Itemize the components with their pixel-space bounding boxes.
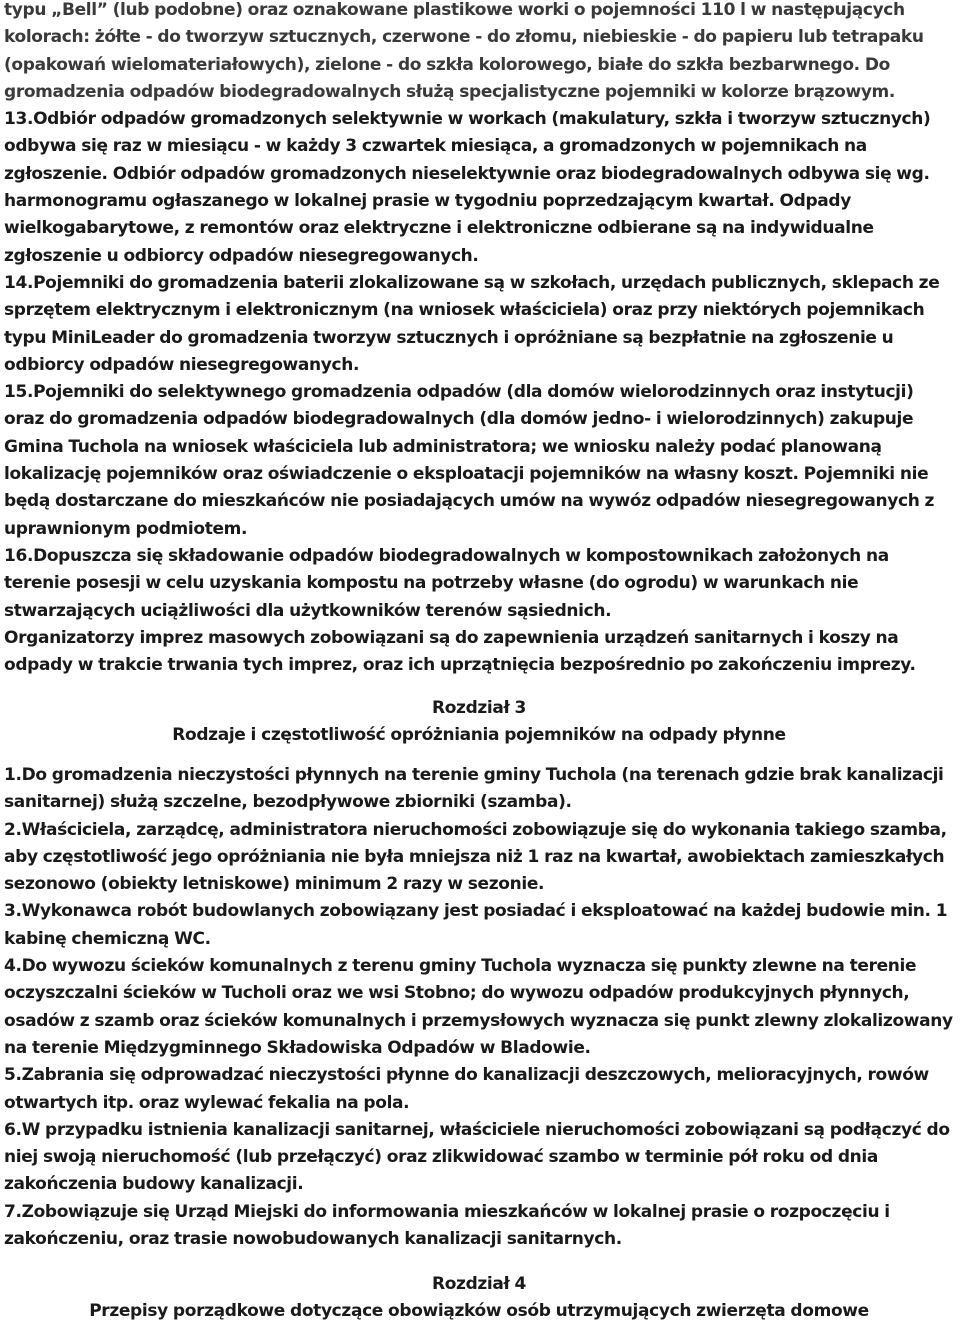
chapter-3-paragraph-5: 5.Zabrania się odprowadzać nieczystości płynne do kanalizacji deszczowych, melioracyjnych, rowów otwartych itp. oraz wylewać fekalia na pola. [4,1065,929,1113]
chapter-3-paragraph-4: 4.Do wywozu ścieków komunalnych z terenu gminy Tuchola wyznacza się punkty zlewne na terenie oczyszczalni ścieków w Tucholi oraz we wsi Stobno; do wywozu odpadów produkcyjnych płynnych, osadów z szamb oraz ścieków komunalnych i przemysłowych wyznacza się punkt zlewny zlokalizowany na terenie Międzygminnego Składowiska Odpadów w Bladowie. [4,956,953,1058]
section-top [4,0,954,679]
chapter-3-title: Rodzaje i częstotliwość opróżniania pojemników na odpady płynne [172,725,786,745]
paragraph-12-continuation: typu „Bell” (lub podobne) oraz oznakowane plastikowe worki o pojemności 110 l w następujących kolorach: żółte - do tworzyw sztucznych, czerwone - do złomu, niebieskie - do papieru lub tetrapaku (opakowań wielomateriałowych), zielone - do szkła kolorowego, białe do szkła bezbarwnego. Do gromadzenia odpadów biodegradowalnych służą specjalistyczne pojemniki w kolorze brązowym. [4,0,924,102]
section-chapter-3 [4,762,954,1253]
chapter-4-number: Rozdział 4 [431,1274,527,1294]
chapter-3-paragraph-1: 1.Do gromadzenia nieczystości płynnych na terenie gminy Tuchola (na terenach gdzie brak kanalizacji sanitarnej) służą szczelne, bezodpływowe zbiorniki (szamba). [4,765,944,813]
paragraph-13: 13.Odbiór odpadów gromadzonych selektywnie w workach (makulatury, szkła i tworzyw sztucznych) odbywa się raz w miesiącu - w każdy 3 czwartek miesiąca, a gromadzonych w pojemnikach na zgłoszenie. Odbiór odpadów gromadzonych nieselektywnie oraz biodegradowalnych odbywa się wg. harmonogramu ogłaszanego w lokalnej prasie w tygodniu poprzedzającym kwartał. Odpady wielkogabarytowe, z remontów oraz elektryczne i elektroniczne odbierane są na indywidualne zgłoszenie u odbiorcy odpadów niesegregowanych. [4,109,931,266]
chapter-3-paragraph-7: 7.Zobowiązuje się Urząd Miejski do informowania mieszkańców w lokalnej prasie o rozpoczęciu i zakończeniu, oraz trasie nowobudowanych kanalizacji sanitarnych. [4,1201,890,1250]
paragraph-14: 14.Pojemniki do gromadzenia baterii zlokalizowane są w szkołach, urzędach publicznych, sklepach ze sprzętem elektrycznym i elektronicznym (na wniosek właściciela) oraz przy niektórych pojemnikach typu MiniLeader do gromadzenia tworzyw sztucznych i opróżniane są bezpłatnie na zgłoszenie u odbiorcy odpadów niesegregowanych. [4,272,940,375]
chapter-4-title: Przepisy porządkowe dotyczące obowiązków osób utrzymujących zwierzęta domowe [89,1301,869,1321]
paragraph-organizers: Organizatorzy imprez masowych zobowiązani są do zapewnienia urządzeń sanitarnych i koszy na odpady w trakcie trwania tych imprez, oraz ich uprzątnięcia bezpośrednio po zakończeniu imprezy. [4,627,916,676]
chapter-3-paragraph-3: 3.Wykonawca robót budowlanych zobowiązany jest posiadać i eksploatować na każdej budowie min. 1 kabinę chemiczną WC. [4,901,948,949]
chapter-3-paragraph-2: 2.Właściciela, zarządcę, administratora nieruchomości zobowiązuje się do wykonania takiego szamba, aby częstotliwość jego opróżniania nie była mniejsza niż 1 raz na kwartał, awobiektach zamieszkałych sezonowo (obiekty letniskowe) minimum 2 razy w sezonie. [4,819,947,895]
chapter-3-number: Rozdział 3 [431,698,527,718]
paragraph-16: 16.Dopuszcza się składowanie odpadów biodegradowalnych w kompostownikach założonych na terenie posesji w celu uzyskania kompostu na potrzeby własne (do ogrodu) w warunkach nie stwarzających uciążliwości dla użytkowników terenów sąsiednich. [4,545,889,621]
chapter-3-paragraph-6: 6.W przypadku istnienia kanalizacji sanitarnej, właściciele nieruchomości zobowiązani są podłączyć do niej swoją nieruchomość (lub przełączyć) oraz zlikwidować szambo w terminie pół roku od dnia zakończenia budowy kanalizacji. [4,1119,950,1195]
paragraph-15: 15.Pojemniki do selektywnego gromadzenia odpadów (dla domów wielorodzinnych oraz instytucji) oraz do gromadzenia odpadów biodegradowalnych (dla domów jedno- i wielorodzinnych) zakupuje Gmina Tuchola na wniosek właściciela lub administratora; we wniosku należy podać planowaną lokalizację pojemników oraz oświadczenie o eksploatacji pojemników na własny koszt. Pojemniki nie będą dostarczane do mieszkańców nie posiadających umów na wywóz odpadów niesegregowanych z uprawnionym podmiotem. [4,382,935,539]
